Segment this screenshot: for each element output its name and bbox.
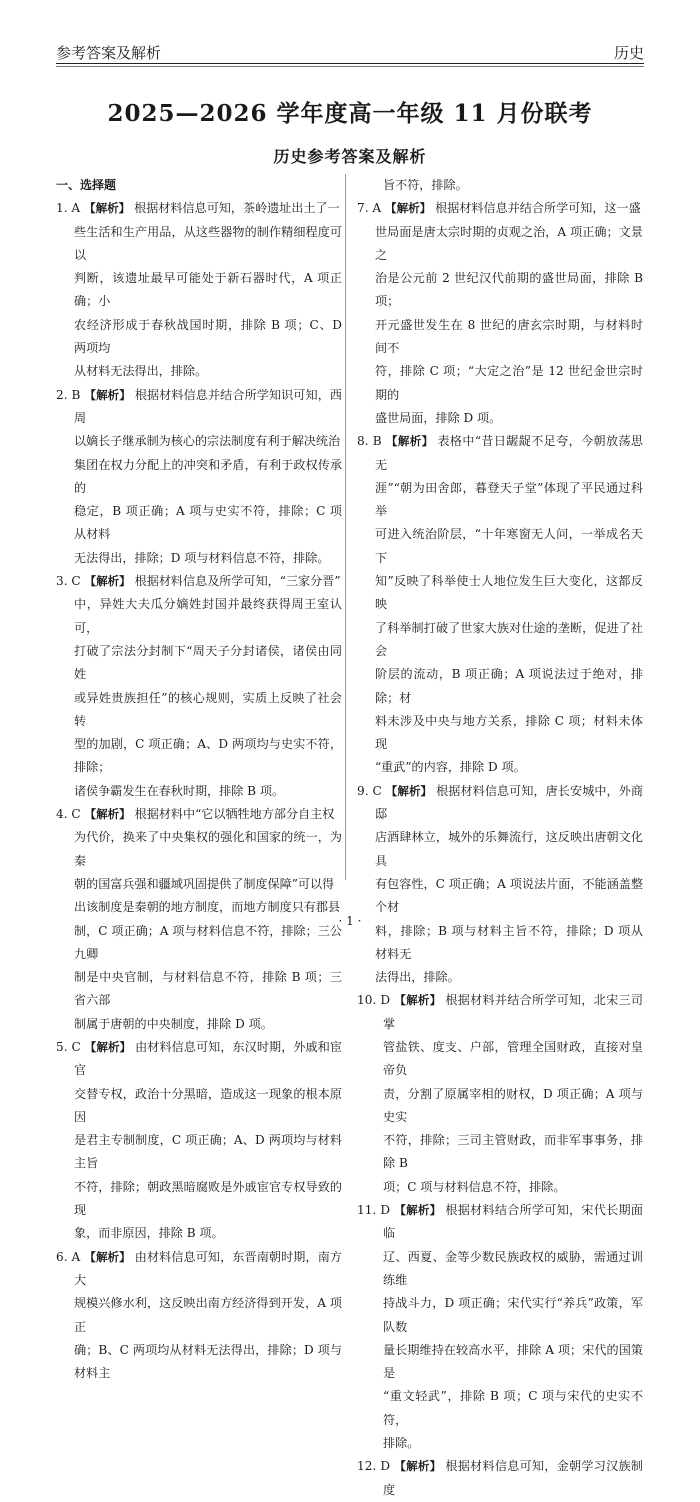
answer-text: 根据材料信息可知，唐长安城中，外商邸: [375, 783, 643, 822]
answer-number: 10. D: [357, 993, 391, 1008]
answer-text-line: 知”反映了科举使士人地位发生巨大变化，这都反映: [375, 574, 643, 612]
answer-text-line: 可进入统治阶层，“十年寒窗无人问，一举成名天下: [375, 527, 643, 565]
answer-text-line: 阶层的流动，B 项正确；A 项说法过于绝对，排除；材: [375, 667, 643, 705]
answer-text: 根据材料信息并结合所学可知，这一盛: [435, 201, 641, 216]
answer-item: [56, 570, 342, 593]
header-left: 参考答案及解析: [56, 44, 162, 62]
answer-number: 3. C: [56, 574, 81, 589]
answer-text: 根据材料信息可知，茶岭遗址出土了一: [134, 201, 340, 216]
answer-text-line: 象，而非原因，排除 B 项。: [74, 1226, 224, 1241]
answer-text-line: 制是中央官制，与材料信息不符，排除 B 项；三省六部: [74, 970, 342, 1008]
header-rule-thin: [56, 66, 644, 67]
answer-text-line: 集团在权力分配上的冲突和矛盾，有利于政权传承的: [74, 457, 342, 495]
answer-item: [357, 989, 643, 1036]
answer-text: 根据材料信息可知，金朝学习汉族制度: [383, 1459, 643, 1497]
answer-text-line: 盛世局面，排除 D 项。: [375, 410, 502, 425]
answer-item: [357, 1455, 643, 1502]
right-column: [357, 174, 643, 1502]
doc-title: 2025—2026 学年度高一年级 11 月份联考: [107, 100, 593, 127]
answer-text-line: 管盐铁、度支、户部，管理全国财政，直接对皇帝负: [383, 1039, 643, 1078]
analysis-tag: 【解析】: [84, 574, 131, 589]
page-header: [56, 34, 644, 64]
answer-text-line: “重武”的内容，排除 D 项。: [375, 760, 526, 775]
answer-text-line: 出该制度是秦朝的地方制度，而地方制度只有郡县: [74, 900, 341, 915]
answer-item: [56, 803, 342, 826]
analysis-tag: 【解析】: [84, 201, 131, 216]
answer-text-line: 是君主专制制度，C 项正确；A、D 两项均与材料主旨: [74, 1133, 342, 1171]
answer-item: [56, 1246, 342, 1293]
answer-text-line: 规模兴修水利，这反映出南方经济得到开发，A 项正: [74, 1296, 342, 1334]
answer-text-line: 为代价，换来了中央集权的强化和国家的统一，为秦: [74, 830, 342, 868]
answer-text-line: 责，分割了原属宰相的财权，D 项正确；A 项与史实: [383, 1086, 643, 1124]
answer-text-line: 持战斗力，D 项正确；宋代实行“养兵”政策，军队数: [383, 1296, 643, 1334]
answer-text-line: 无法得出，排除；D 项与材料信息不符，排除。: [74, 550, 330, 565]
answer-text-line: 涯”“朝为田舍郎，暮登天子堂”体现了平民通过科举: [375, 480, 643, 519]
analysis-tag: 【解析】: [385, 201, 432, 216]
answer-item: [56, 1036, 342, 1083]
answer-text-line: 确；B、C 两项均从材料无法得出，排除；D 项与材料主: [74, 1342, 342, 1381]
answer-text: 根据材料并结合所学可知，北宋三司掌: [383, 993, 643, 1031]
doc-subtitle: 历史参考答案及解析: [273, 147, 427, 166]
answer-text-line: 中，异姓大夫瓜分嫡姓封国并最终获得周王室认可，: [74, 597, 342, 635]
answer-text: 由材料信息可知，东晋南朝时期，南方大: [74, 1249, 342, 1287]
answer-text-line: 诸侯争霸发生在春秋时期，排除 B 项。: [74, 783, 285, 798]
carry-over-text: 旨不符，排除。: [383, 178, 468, 192]
answer-text-line: 制，C 项正确；A 项与材料信息不符，排除；三公九卿: [74, 923, 342, 961]
answer-text-line: 农经济形成于春秋战国时期，排除 B 项；C、D 两项均: [74, 317, 342, 356]
answer-number: 6. A: [56, 1249, 81, 1264]
answer-text-line: 料未涉及中央与地方关系，排除 C 项；材料未体现: [375, 713, 643, 752]
analysis-tag: 【解析】: [84, 387, 131, 402]
answer-number: 12. D: [357, 1459, 391, 1474]
analysis-tag: 【解析】: [84, 1039, 132, 1054]
answer-text: 根据材料信息并结合所学知识可知，西周: [74, 387, 342, 425]
analysis-tag: 【解析】: [394, 993, 442, 1008]
answer-number: 4. C: [56, 807, 81, 822]
answer-number: 8. B: [357, 434, 382, 449]
header-subject: 历史: [613, 44, 644, 62]
answer-text-line: 排除。: [383, 1436, 420, 1451]
answer-text-line: 或异姓贵族担任”的核心规则，实质上反映了社会转: [74, 690, 342, 728]
answer-item: [357, 1199, 643, 1246]
answer-item: [56, 384, 342, 431]
answer-number: 7. A: [357, 201, 382, 216]
answer-number: 1. A: [56, 201, 81, 216]
left-column: [56, 174, 342, 1385]
answer-text-line: 不符，排除；朝政黑暗腐败是外戚宦官专权导致的现: [74, 1179, 342, 1218]
answer-text-line: 判断，该遗址最早可能处于新石器时代，A 项正确；小: [74, 271, 342, 309]
analysis-tag: 【解析】: [385, 434, 434, 449]
answer-text: 根据材料信息及所学可知，“三家分晋”: [134, 574, 341, 589]
answer-text-line: 型的加剧，C 项正确；A、D 两项均与史实不符，排除；: [74, 737, 342, 775]
analysis-tag: 【解析】: [394, 1459, 442, 1474]
answer-text-line: 不符，排除；三司主管财政，而非军事事务，排除 B: [383, 1133, 643, 1171]
answer-text-line: 治是公元前 2 世纪汉代前期的盛世局面，排除 B 项；: [375, 271, 643, 309]
answer-item: [357, 197, 643, 220]
answer-text-line: 打破了宗法分封制下“周天子分封诸侯，诸侯由同姓: [74, 643, 342, 682]
answer-text-line: 符，排除 C 项；“大定之治”是 12 世纪金世宗时期的: [375, 364, 643, 402]
answer-text: 根据材料中“它以牺牲地方部分自主权: [134, 807, 335, 822]
answer-text-line: 辽、西夏、金等少数民族政权的威胁，需通过训练维: [383, 1249, 643, 1287]
answer-text-line: 以嫡长子继承制为核心的宗法制度有利于解决统治: [74, 434, 341, 449]
answer-text-line: 从材料无法得出，排除。: [74, 364, 208, 379]
column-divider: [345, 174, 346, 880]
page-number: · 1 ·: [338, 914, 362, 928]
answer-item: [357, 780, 643, 827]
answer-text-line: 世局面是唐太宗时期的贞观之治，A 项正确；文景之: [375, 224, 643, 262]
answer-text-line: 法得出，排除。: [375, 970, 460, 985]
answer-text: 表格中“昔日龌龊不足夸，今朝放荡思无: [375, 434, 643, 472]
answer-text-line: “重文轻武”，排除 B 项；C 项与宋代的史实不符，: [383, 1389, 643, 1427]
answer-text-line: 稳定，B 项正确；A 项与史实不符，排除；C 项从材料: [74, 504, 342, 542]
answer-text-line: 量长期维持在较高水平，排除 A 项；宋代的国策是: [383, 1342, 643, 1381]
section-heading: 一、选择题: [56, 178, 117, 192]
answer-text-line: 朝的国富兵强和疆域巩固提供了制度保障”可以得: [74, 876, 335, 891]
answer-text-line: 制属于唐朝的中央制度，排除 D 项。: [74, 1016, 273, 1031]
answer-text-line: 交替专权，政治十分黑暗，造成这一现象的根本原因: [74, 1086, 342, 1124]
answer-number: 9. C: [357, 783, 382, 798]
analysis-tag: 【解析】: [84, 807, 131, 822]
header-rule: [56, 63, 644, 64]
analysis-tag: 【解析】: [84, 1249, 131, 1264]
answer-text-line: 料，排除；B 项与材料主旨不符，排除；D 项从材料无: [375, 923, 643, 961]
answer-text-line: 店酒肆林立，城外的乐舞流行，这反映出唐朝文化具: [375, 830, 643, 868]
answer-number: 2. B: [56, 387, 81, 402]
answer-text-line: 些生活和生产用品，从这些器物的制作精细程度可以: [74, 224, 342, 262]
answer-text: 由材料信息可知，东汉时期，外戚和宦官: [74, 1039, 342, 1078]
answer-number: 5. C: [56, 1039, 81, 1054]
analysis-tag: 【解析】: [385, 783, 433, 798]
answer-item: [357, 430, 643, 477]
answer-text-line: 了科举制打破了世家大族对仕途的垄断，促进了社会: [375, 620, 643, 658]
answer-item: [56, 197, 342, 220]
analysis-tag: 【解析】: [394, 1203, 442, 1218]
answer-text-line: 开元盛世发生在 8 世纪的唐玄宗时期，与材料时间不: [375, 317, 643, 356]
answer-text-line: 有包容性，C 项正确；A 项说法片面，不能涵盖整个材: [375, 876, 643, 915]
answer-text-line: 项；C 项与材料信息不符，排除。: [383, 1179, 566, 1194]
answer-text: 根据材料结合所学可知，宋代长期面临: [383, 1203, 643, 1241]
answer-number: 11. D: [357, 1203, 391, 1218]
